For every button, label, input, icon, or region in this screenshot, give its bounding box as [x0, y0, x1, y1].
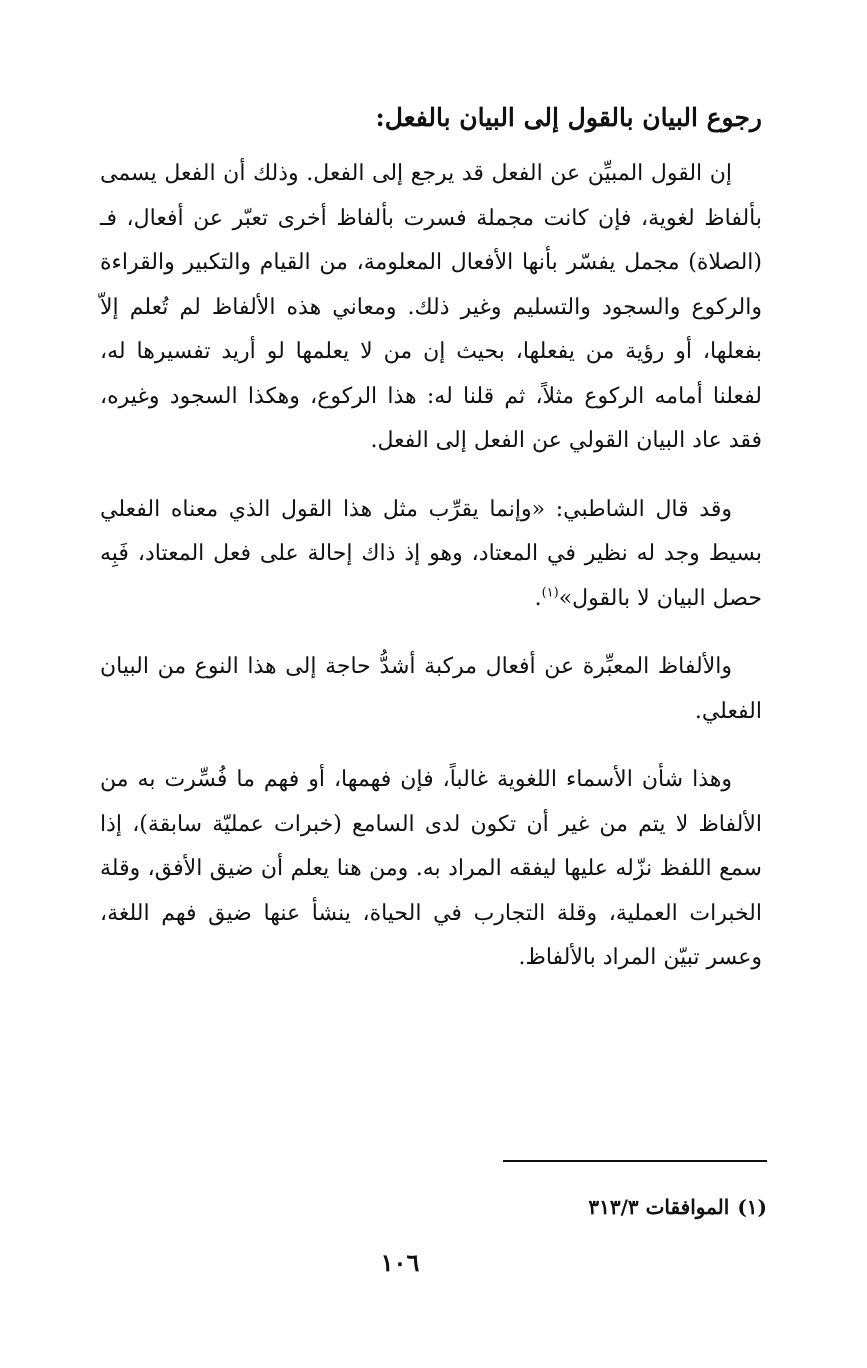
section-heading: رجوع البيان بالقول إلى البيان بالفعل:	[375, 103, 762, 132]
paragraph-2-end: .	[534, 585, 542, 611]
paragraph-2	[100, 488, 762, 622]
footnote-divider	[503, 1160, 767, 1162]
paragraph-2-text: وقد قال الشاطبي: «وإنما يقرِّب مثل هذا القول الذي معناه الفعلي بسيط وجد له نظير في المعتاد، وهو إذ ذاك إحالة على فعل المعتاد، فَبِه حصل البيان لا بالقول»	[100, 496, 762, 611]
body-text	[100, 152, 762, 1005]
page-number: ١٠٦	[380, 1248, 420, 1277]
footnote-text: الموافقات ٣١٣/٣	[588, 1195, 730, 1219]
footnote-reference[interactable]: (١)	[541, 585, 559, 601]
footnote	[367, 1190, 767, 1224]
footnote-number: (١)	[737, 1195, 767, 1219]
paragraph-3: والألفاظ المعبِّرة عن أفعال مركبة أشدُّ حاجة إلى هذا النوع من البيان الفعلي.	[100, 654, 762, 724]
paragraph-4: وهذا شأن الأسماء اللغوية غالباً، فإن فهمها، أو فهم ما فُسِّرت به من الألفاظ لا يتم من غير أن تكون لدى السامع (خبرات عمليّة سابقة)، إذا سمع اللفظ نزّله عليها ليفقه المراد به. ومن هنا يعلم أن ضيق الأفق، وقلة الخبرات العملية، وقلة التجارب في الحياة، ينشأ عنها ضيق فهم اللغة، وعسر تبيّن المراد بالألفاظ.	[100, 767, 762, 970]
paragraph-1: إن القول المبيِّن عن الفعل قد يرجع إلى الفعل. وذلك أن الفعل يسمى بألفاظ لغوية، فإن كانت مجملة فسرت بألفاظ أخرى تعبّر عن أفعال، فـ (الصلاة) مجمل يفسّر بأنها الأفعال المعلومة، من القيام والتكبير والقراءة والركوع والسجود والتسليم وغير ذلك. ومعاني هذه الألفاظ لم تُعلم إلاّ بفعلها، أو رؤية من يفعلها، بحيث إن من لا يعلمها لو أريد تفسيرها له، لفعلنا أمامه الركوع مثلاً، ثم قلنا له: هذا الركوع، وهكذا السجود وغيره، فقد عاد البيان القولي عن الفعل إلى الفعل.	[100, 161, 762, 453]
